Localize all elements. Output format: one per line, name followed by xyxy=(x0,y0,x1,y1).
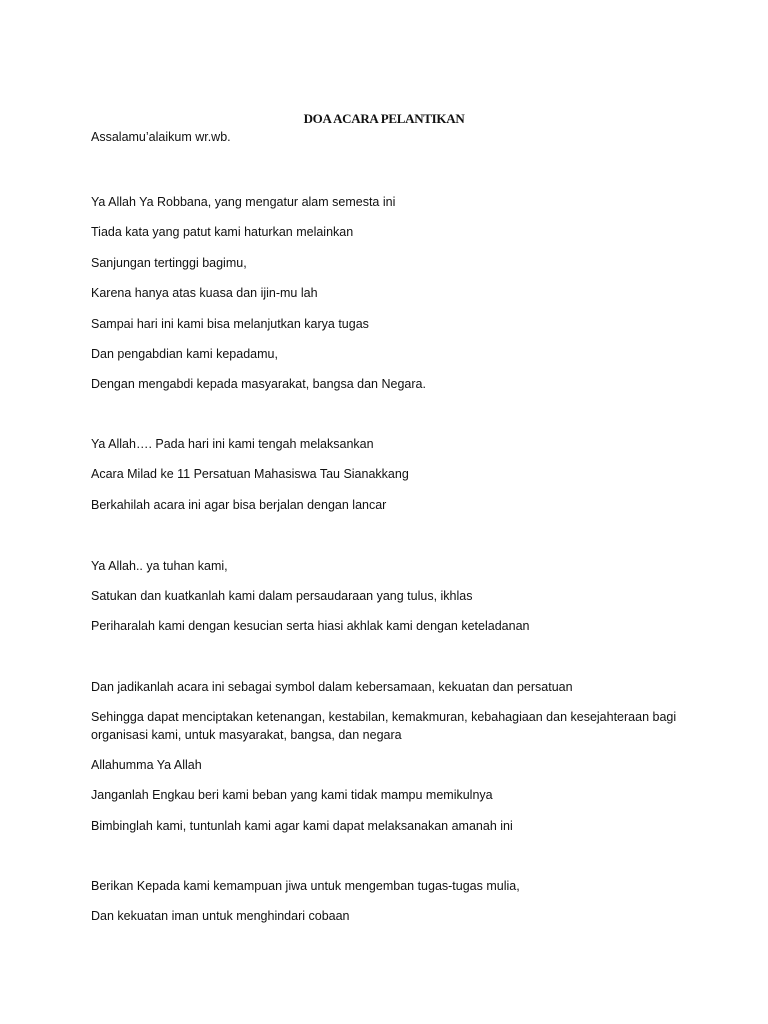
text-line: Dan kekuatan iman untuk menghindari cobaan xyxy=(91,909,350,923)
text-line: Periharalah kami dengan kesucian serta hiasi akhlak kami dengan keteladanan xyxy=(91,619,530,633)
text-line: Satukan dan kuatkanlah kami dalam persaudaraan yang tulus, ikhlas xyxy=(91,589,473,603)
text-line: Dan pengabdian kami kepadamu, xyxy=(91,347,278,361)
text-line: Karena hanya atas kuasa dan ijin-mu lah xyxy=(91,286,318,300)
text-line: Bimbinglah kami, tuntunlah kami agar kami dapat melaksanakan amanah ini xyxy=(91,819,513,833)
text-line: Janganlah Engkau beri kami beban yang kami tidak mampu memikulnya xyxy=(91,788,493,802)
text-line: Berkahilah acara ini agar bisa berjalan dengan lancar xyxy=(91,498,387,512)
text-line: Tiada kata yang patut kami haturkan melainkan xyxy=(91,225,354,239)
text-line: Berikan Kepada kami kemampuan jiwa untuk mengemban tugas-tugas mulia, xyxy=(91,879,520,893)
text-line: Allahumma Ya Allah xyxy=(91,758,202,772)
text-line: Dan jadikanlah acara ini sebagai symbol dalam kebersamaan, kekuatan dan persatuan xyxy=(91,680,573,694)
text-line: Ya Allah.. ya tuhan kami, xyxy=(91,559,228,573)
text-line: Ya Allah…. Pada hari ini kami tengah melaksankan xyxy=(91,437,374,451)
text-line: Ya Allah Ya Robbana, yang mengatur alam semesta ini xyxy=(91,195,396,209)
greeting-line: Assalamu’alaikum wr.wb. xyxy=(91,130,231,144)
text-line: Sampai hari ini kami bisa melanjutkan karya tugas xyxy=(91,317,369,331)
text-line: Sanjungan tertinggi bagimu, xyxy=(91,256,247,270)
text-line: Dengan mengabdi kepada masyarakat, bangsa dan Negara. xyxy=(91,377,426,391)
text-line: Acara Milad ke 11 Persatuan Mahasiswa Tau Sianakkang xyxy=(91,467,409,481)
text-line-wrapped: Sehingga dapat menciptakan ketenangan, kestabilan, kemakmuran, kebahagiaan dan kesejahteraan bagi organisasi kami, untuk masyarakat, bangsa, dan negara xyxy=(91,710,677,742)
document-title: DOA ACARA PELANTIKAN xyxy=(303,111,465,126)
